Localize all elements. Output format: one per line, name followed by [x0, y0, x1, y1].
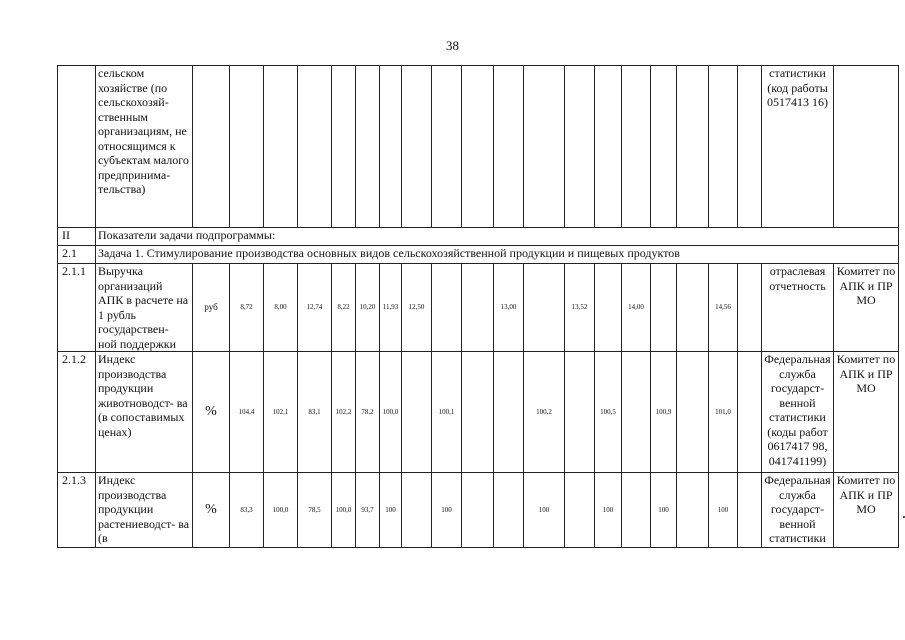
- indicator-name: Индекс производства продукции животноводст- ва (в сопоставимых ценах): [96, 352, 193, 473]
- data-source: отраслевая отчетность: [762, 264, 834, 352]
- responsible: [834, 66, 899, 228]
- value-cell: 8,00: [264, 264, 298, 352]
- value-cell: 100: [651, 473, 677, 548]
- value-cell: 13,52: [565, 264, 595, 352]
- value-cell: 14,56: [709, 264, 738, 352]
- value-cell: 8,72: [230, 264, 264, 352]
- task-row: [58, 246, 899, 264]
- value-cell: 13,00: [494, 264, 524, 352]
- task-number: 2.1: [58, 246, 96, 264]
- value-cell: 14,00: [622, 264, 651, 352]
- continuation-row: [58, 66, 899, 228]
- value-cell: 78,2: [356, 352, 380, 473]
- value-cell: 12,50: [402, 264, 432, 352]
- data-source: статистики (код работы 0517413 16): [762, 66, 834, 228]
- value-cell: 11,93: [380, 264, 402, 352]
- value-cell: 100,2: [524, 352, 565, 473]
- section-title: Показатели задачи подпрограммы:: [96, 228, 899, 246]
- value-cell: 83,3: [230, 473, 264, 548]
- unit: руб: [193, 264, 230, 352]
- unit: %: [193, 352, 230, 473]
- indicator-name: Индекс производства продукции растениеводст- ва (в: [96, 473, 193, 548]
- responsible: Комитет по АПК и ПР МО: [834, 352, 899, 473]
- value-cell: 100,5: [595, 352, 622, 473]
- value-cell: 100: [524, 473, 565, 548]
- row-number: 2.1.2: [58, 352, 96, 473]
- section-number: II: [58, 228, 96, 246]
- value-cell: 100,0: [332, 473, 356, 548]
- value-cell: 12,74: [298, 264, 332, 352]
- data-source: Федеральная служба государст- венной статистики: [762, 473, 834, 548]
- value-cell: 10,20: [356, 264, 380, 352]
- value-cell: 104,4: [230, 352, 264, 473]
- responsible: Комитет по АПК и ПР МО: [834, 473, 899, 548]
- value-cell: 100: [432, 473, 462, 548]
- section-row: [58, 228, 899, 246]
- value-cell: 8,22: [332, 264, 356, 352]
- indicator-name: сельском хозяйстве (по сельскохозяй- ственным организациям, не относящимся к субъектам малого предпринима- тельства): [96, 66, 193, 228]
- table-row: [58, 264, 899, 352]
- value-cell: 100,9: [651, 352, 677, 473]
- value-cell: 100: [380, 473, 402, 548]
- value-cell: 100,1: [432, 352, 462, 473]
- indicators-table: [57, 65, 899, 548]
- indicator-name: Выручка организаций АПК в расчете на 1 рубль государствен- ной поддержки: [96, 264, 193, 352]
- value-cell: 102,2: [332, 352, 356, 473]
- row-number: [58, 66, 96, 228]
- value-cell: 78,5: [298, 473, 332, 548]
- value-cell: 102,1: [264, 352, 298, 473]
- page-number: 38: [446, 38, 459, 53]
- value-cell: 101,0: [709, 352, 738, 473]
- unit: %: [193, 473, 230, 548]
- table-row: [58, 473, 899, 548]
- value-cell: 100,0: [264, 473, 298, 548]
- data-source: Федеральная служба государст- венной статистики (коды работ 0617417 98, 041741199): [762, 352, 834, 473]
- value-cell: 100,0: [380, 352, 402, 473]
- value-cell: 83,1: [298, 352, 332, 473]
- table-row: [58, 352, 899, 473]
- value-cell: 93,7: [356, 473, 380, 548]
- value-cell: 100: [709, 473, 738, 548]
- task-title: Задача 1. Стимулирование производства основных видов сельскохозяйственной продукции и пищевых продуктов: [96, 246, 899, 264]
- row-number: 2.1.1: [58, 264, 96, 352]
- responsible: Комитет по АПК и ПР МО: [834, 264, 899, 352]
- row-number: 2.1.3: [58, 473, 96, 548]
- value-cell: 100: [595, 473, 622, 548]
